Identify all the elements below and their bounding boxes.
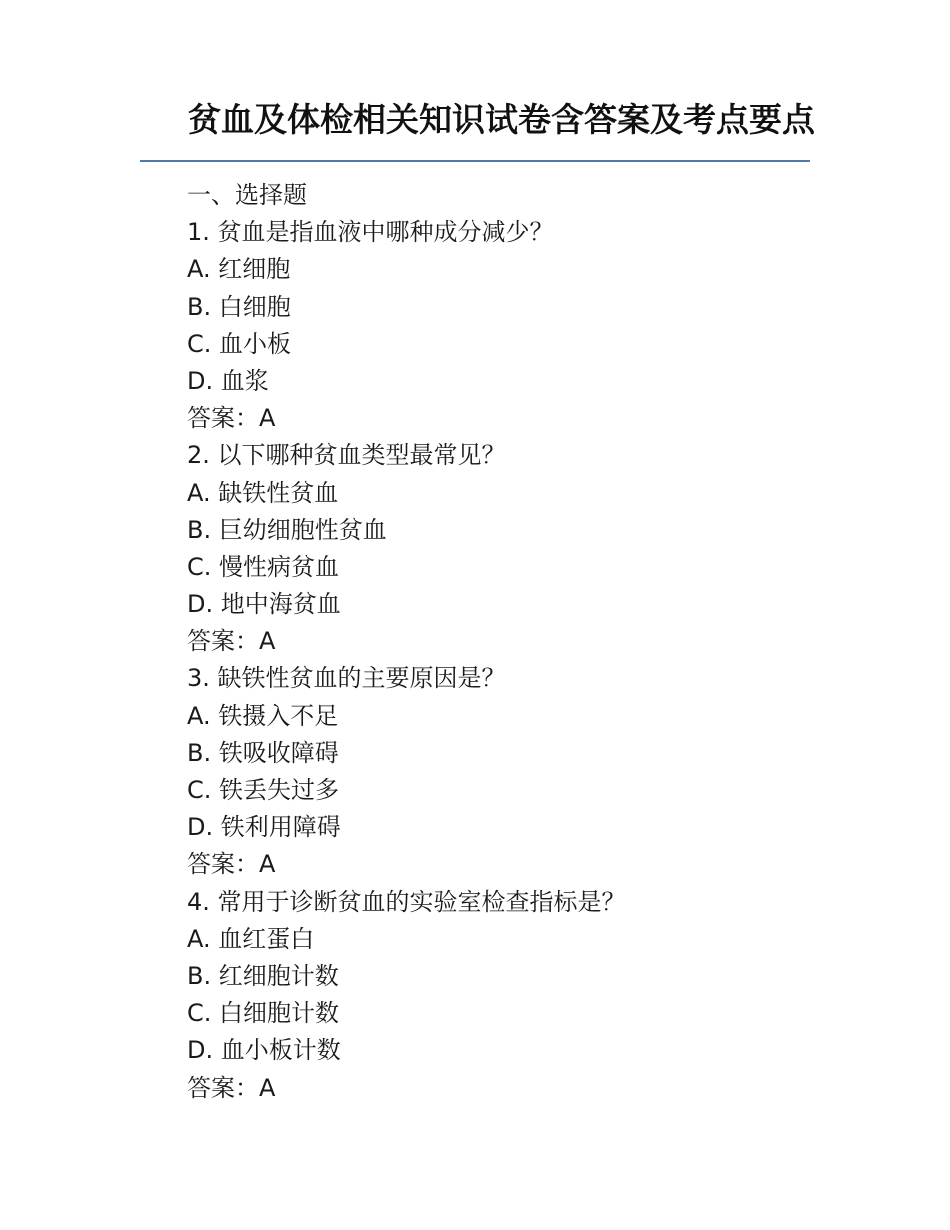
option-a: A. 铁摄入不足 — [187, 701, 339, 730]
exam-content — [187, 177, 807, 1107]
page-title: 贫血及体检相关知识试卷含答案及考点要点 — [188, 100, 815, 139]
answer-text: 答案：A — [187, 1073, 276, 1102]
option-a: A. 血红蛋白 — [187, 924, 315, 953]
question-text: 2. 以下哪种贫血类型最常见？ — [187, 441, 506, 470]
question-block-4 — [187, 884, 807, 1107]
title-block — [140, 100, 815, 162]
option-b: B. 红细胞计数 — [187, 961, 339, 990]
question-text: 4. 常用于诊断贫血的实验室检查指标是？ — [187, 887, 626, 916]
section-heading: 一、选择题 — [187, 181, 307, 209]
question-block-2 — [187, 437, 807, 660]
option-c: C. 血小板 — [187, 329, 292, 358]
option-a: A. 缺铁性贫血 — [187, 478, 339, 507]
option-c: C. 白细胞计数 — [187, 999, 340, 1028]
title-underline — [140, 160, 810, 162]
question-block-1 — [187, 214, 807, 437]
option-a: A. 红细胞 — [187, 255, 291, 284]
option-d: D. 血浆 — [187, 366, 269, 395]
option-c: C. 铁丢失过多 — [187, 776, 340, 804]
option-b: B. 巨幼细胞性贫血 — [187, 515, 387, 544]
answer-text: 答案：A — [187, 850, 276, 879]
question-text: 3. 缺铁性贫血的主要原因是？ — [187, 664, 506, 693]
option-c: C. 慢性病贫血 — [187, 552, 340, 581]
option-d: D. 地中海贫血 — [187, 590, 341, 619]
question-block-3 — [187, 660, 807, 883]
option-d: D. 血小板计数 — [187, 1036, 341, 1065]
question-text: 1. 贫血是指血液中哪种成分减少？ — [187, 218, 554, 247]
option-b: B. 白细胞 — [187, 292, 291, 321]
option-d: D. 铁利用障碍 — [187, 813, 341, 842]
answer-text: 答案：A — [187, 627, 276, 656]
option-b: B. 铁吸收障碍 — [187, 738, 339, 767]
answer-text: 答案：A — [187, 404, 276, 433]
